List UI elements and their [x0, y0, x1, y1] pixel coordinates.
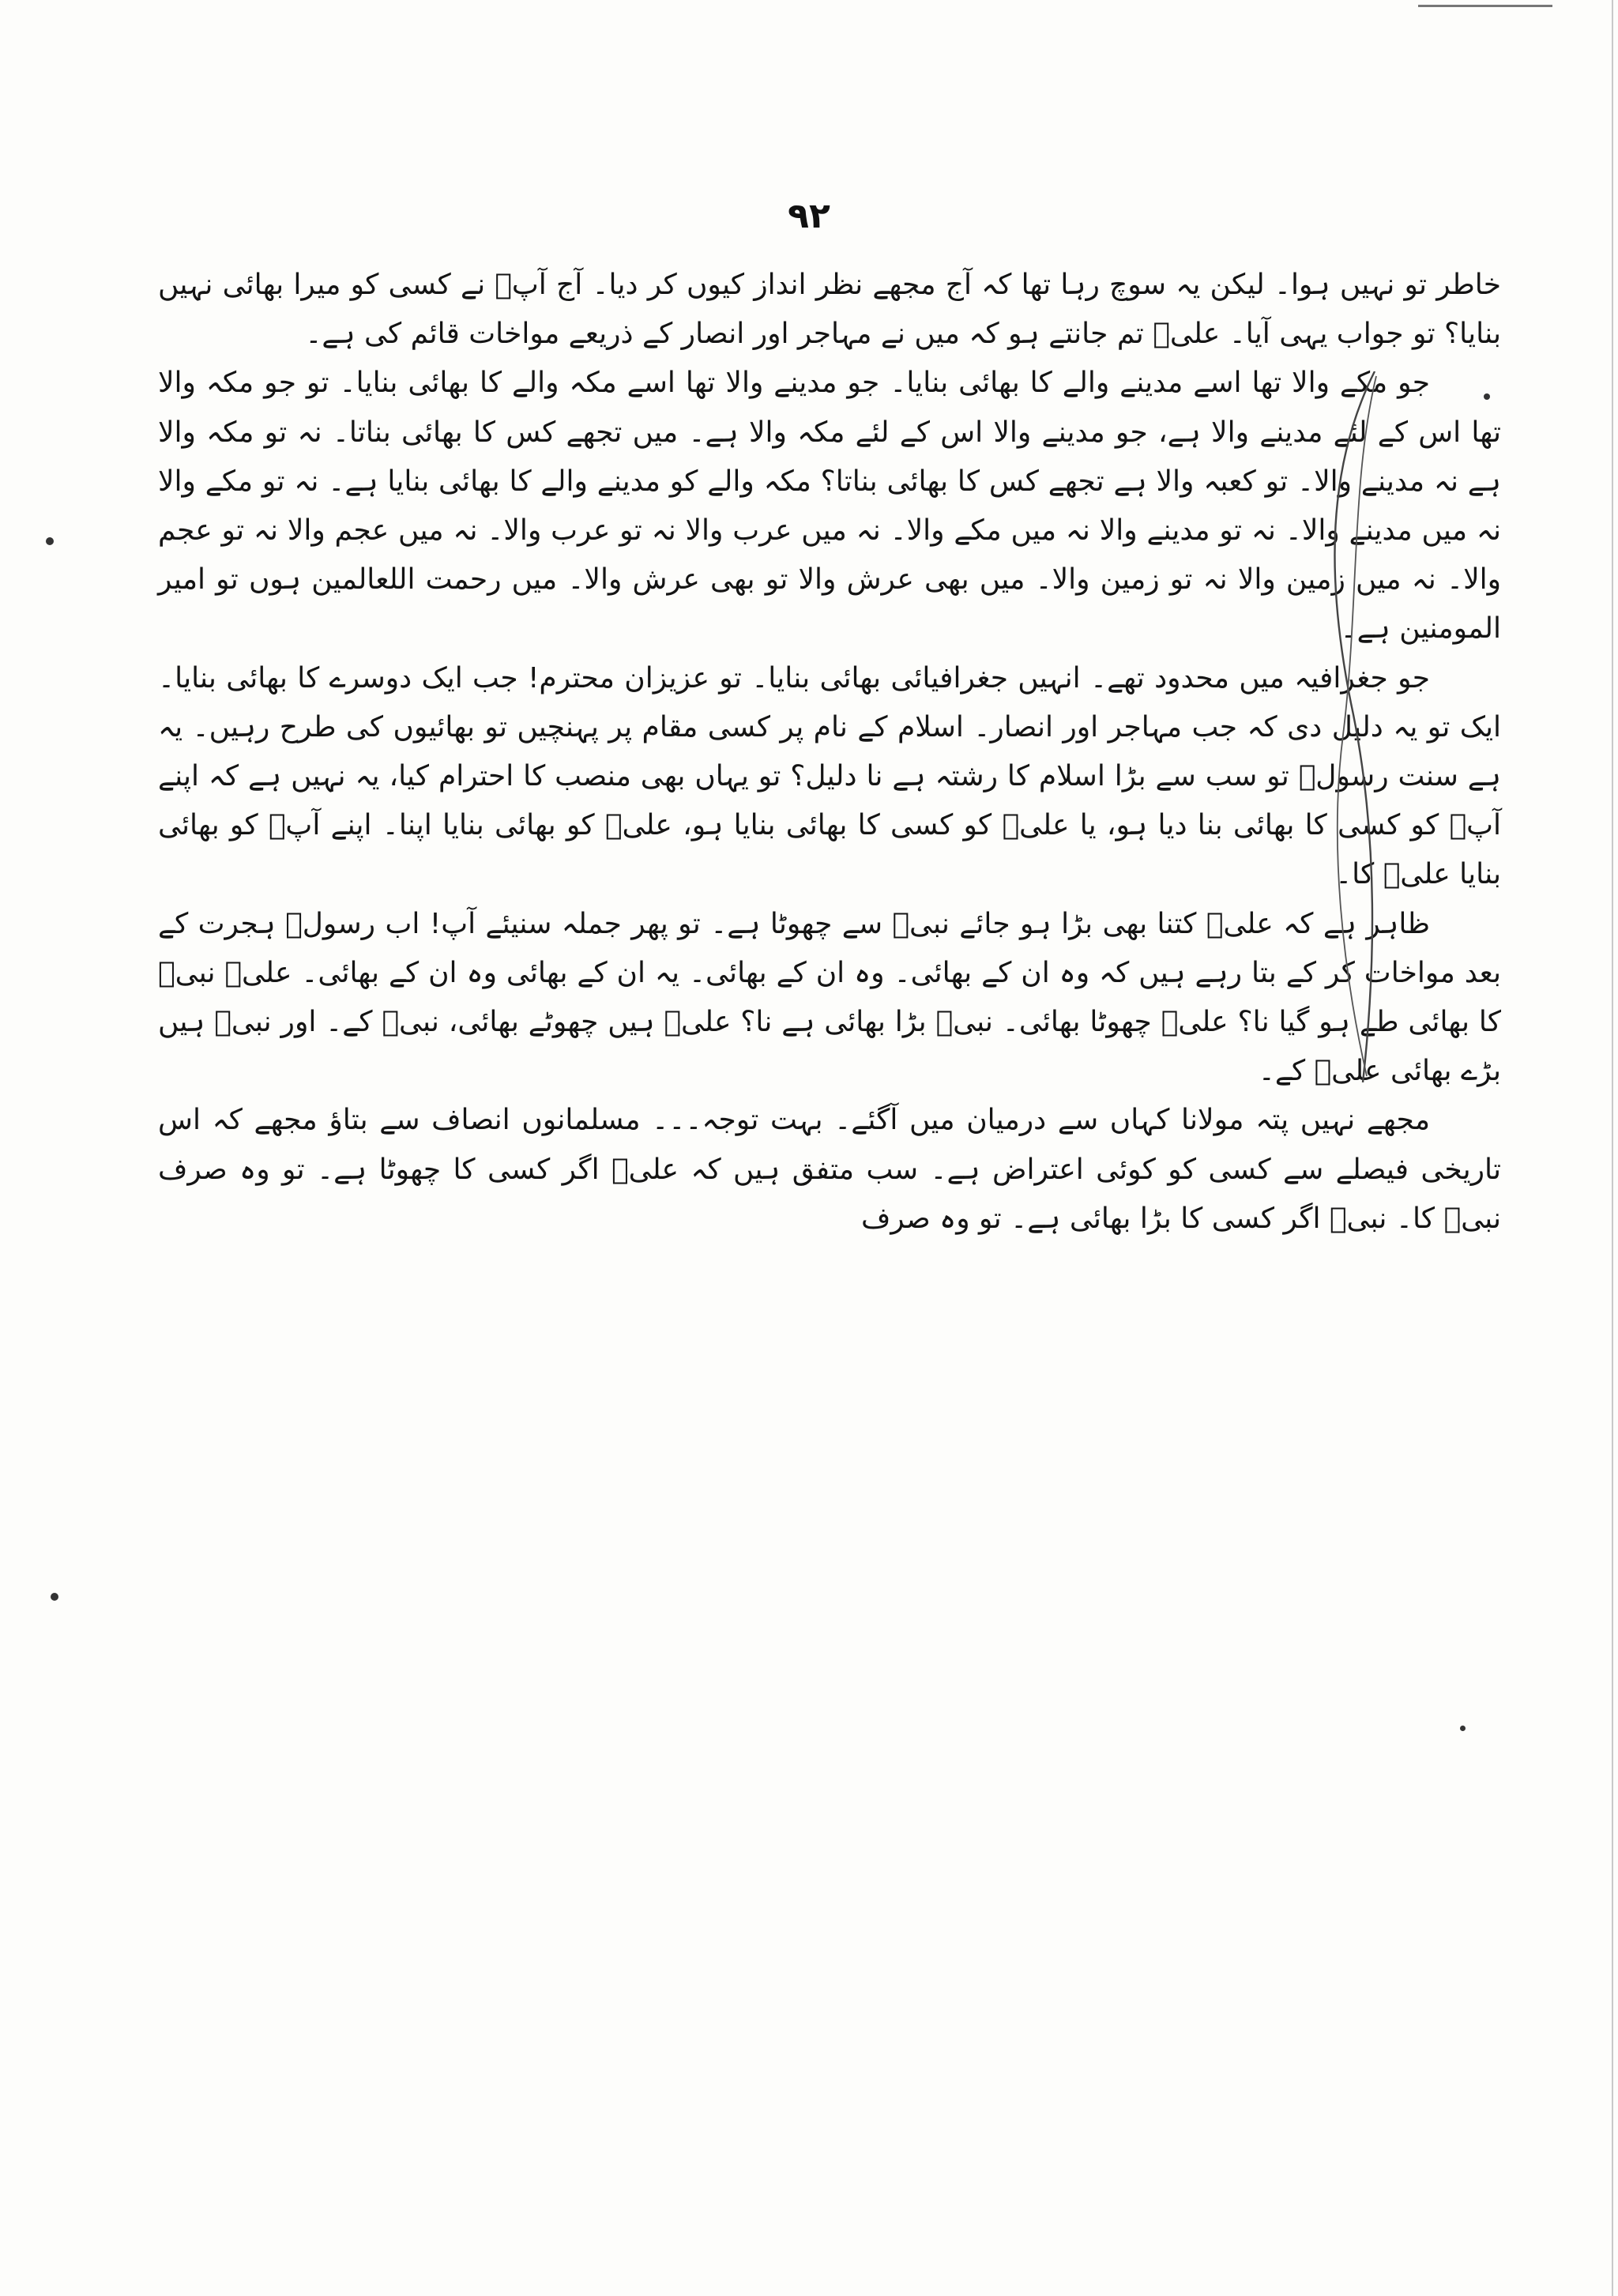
paragraph-3: جو جغرافیہ میں محدود تھے۔ انہیں جغرافیائی بھائی بنایا۔ تو عزیزان محترم! جب ایک دوسرے کا بھائی بنایا۔ ایک تو یہ دلیل دی کہ جب مہاجر اور انصار۔ اسلام کے نام پر کسی مقام پر پہنچیں تو بھائیوں کی طرح رہیں۔ یہ ہے سنت رسولؐ تو سب سے بڑا اسلام کا رشتہ ہے نا دلیل؟ تو یہاں بھی منصب کا احترام کیا، یہ نہیں ہے کہ اپنے آپؐ کو کسی کا بھائی بنا دیا ہو، یا علیؑ کو کسی کا بھائی بنایا ہو، علیؑ کو بھائی بنایا اپنا۔ اپنے آپؐ کو بھائی بنایا علیؑ کا۔ — [158, 661, 1501, 891]
body-text — [158, 261, 1501, 1244]
paragraph-2: جو مکے والا تھا اسے مدینے والے کا بھائی بنایا۔ جو مدینے والا تھا اسے مکہ والے کا بھائی بنایا۔ تو جو مکہ والا تھا اس کے لئے مدینے والا ہے، جو مدینے والا اس کے لئے مکہ والا ہے۔ میں تجھے کس کا بھائی بناتا۔ نہ تو مکہ والا ہے نہ مدینے والا۔ تو کعبہ والا ہے تجھے کس کا بھائی بناتا؟ مکہ والے کو مدینے والے کا بھائی بنایا ہے۔ نہ تو مکے والا نہ میں مدینے والا۔ نہ تو مدینے والا نہ میں مکے والا۔ نہ میں عرب والا نہ تو عرب والا۔ نہ میں عجم والا نہ تو عجم والا۔ نہ میں زمین والا نہ تو زمین والا۔ میں بھی عرش والا تو بھی عرش والا۔ میں رحمت اللعالمین ہوں تو امیر المومنین ہے۔ — [158, 367, 1501, 646]
page-number: ٩٢ — [788, 196, 830, 236]
paragraph-4: ظاہر ہے کہ علیؑ کتنا بھی بڑا ہو جائے نبیؐ سے چھوٹا ہے۔ تو پھر جملہ سنیئے آپ! اب رسولؐ ہجرت کے بعد مواخات کر کے بتا رہے ہیں کہ وہ ان کے بھائی۔ وہ ان کے بھائی۔ یہ ان کے بھائی وہ ان کے بھائی۔ علیؑ نبیؐ کا بھائی طے ہو گیا نا؟ علیؑ چھوٹا بھائی۔ نبیؐ بڑا بھائی ہے نا؟ علیؑ ہیں چھوٹے بھائی، نبیؐ کے۔ اور نبیؐ ہیں بڑے بھائی علیؑ کے۔ — [158, 907, 1501, 1088]
margin-dot-1 — [1484, 393, 1490, 400]
top-edge-rule — [1418, 5, 1552, 7]
paragraph-1: خاطر تو نہیں ہوا۔ لیکن یہ سوچ رہا تھا کہ آج مجھے نظر انداز کیوں کر دیا۔ آج آپؐ نے کسی کو میرا بھائی نہیں بنایا؟ تو جواب یہی آیا۔ علیؑ تم جانتے ہو کہ میں نے مہاجر اور انصار کے ذریعے مواخات قائم کی ہے۔ — [158, 269, 1501, 351]
page-edge-shadow — [1612, 0, 1613, 2296]
margin-dot-4 — [1460, 1726, 1466, 1731]
handwritten-margin-bracket — [1319, 371, 1390, 1082]
paragraph-5: مجھے نہیں پتہ مولانا کہاں سے درمیان میں آگئے۔ بہت توجہ۔۔۔ مسلمانوں انصاف سے بتاؤ مجھے کہ اس تاریخی فیصلے سے کسی کو کوئی اعتراض ہے۔ سب متفق ہیں کہ علیؑ اگر کسی کا چھوٹا ہے۔ تو وہ صرف نبیؐ کا۔ نبیؐ اگر کسی کا بڑا بھائی ہے۔ تو وہ صرف — [158, 1104, 1502, 1235]
margin-dot-2 — [46, 537, 54, 545]
margin-dot-3 — [51, 1593, 58, 1601]
